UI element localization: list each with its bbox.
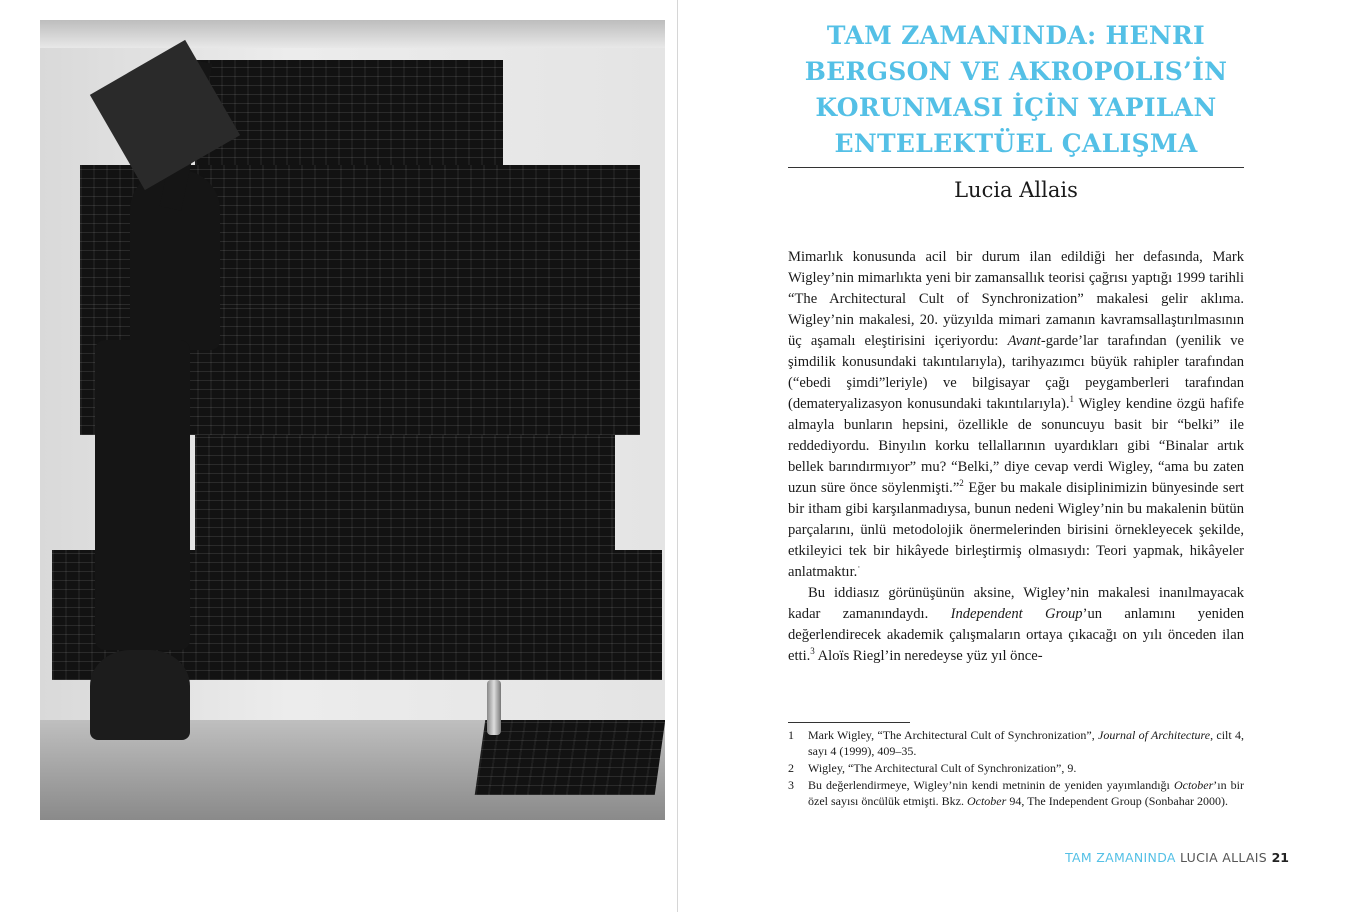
right-page <box>678 0 1353 912</box>
paragraph <box>788 583 1244 667</box>
italic-text: Avant <box>1007 333 1041 349</box>
footnote-marker: · <box>857 562 861 573</box>
text-run: , cilt 4, sayı 4 (1999), 409–35. <box>808 728 1245 758</box>
text-run: ’un anlamını yeniden değerlendirecek akademik çalışmaların ortaya çıkacağı on yılı önceden ilan etti. <box>788 606 1244 664</box>
footnote-number: 3 <box>788 778 794 792</box>
running-head-author: LUCIA ALLAIS <box>1180 850 1267 865</box>
text-run: -garde’lar tarafından (yenilik ve şimdilik konusundaki takıntılarıyla), tarihyazımcı büyük rahipler tarafından (“ebedi şimdi”leriyle) ve bilgisayar çağı peygamberleri tarafından (demateryalizasyon konusundaki takıntılarıyla). <box>788 333 1244 412</box>
bottle <box>487 680 501 735</box>
text-run: Aloïs Riegl’in neredeyse yüz yıl önce- <box>814 648 1043 664</box>
text-run: ’ın bir özel sayısı öncülük etmişti. Bkz. <box>808 778 1244 808</box>
page-number: 21 <box>1271 850 1289 865</box>
text-run: Wigley, “The Architectural Cult of Synchronization”, 9. <box>808 761 1077 775</box>
text-run: Bu değerlendirmeye, Wigley’nin kendi metninin de yeniden yayımlandığı <box>808 778 1174 792</box>
chapter-title <box>788 18 1244 162</box>
footnote-marker: 2 <box>959 478 964 489</box>
italic-text: Journal of Architecture <box>1098 728 1211 742</box>
italic-text: Independent Group <box>950 606 1083 622</box>
title-line: ENTELEKTÜEL ÇALIŞMA <box>834 129 1198 158</box>
text-run: Mark Wigley, “The Architectural Cult of Synchronization”, <box>808 728 1099 742</box>
italic-text: October <box>1173 778 1214 792</box>
running-head <box>1065 850 1267 865</box>
stool <box>90 650 190 740</box>
text-run: Mimarlık konusunda acil bir durum ilan edildiği her defasında, Mark Wigley’nin mimarlıkta yeni bir zamansallık teorisi çağrısı yaptığı 1999 tarihli “The Architectural Cult of Synchronization” makalesi gelir aklıma. Wigley’nin makalesi, 20. yüzyılda mimari zamanın kavramsallaştırılmasının üç aşamalı eleştirisini içeriyordu: <box>788 249 1244 349</box>
photo-image <box>40 20 665 820</box>
text-run: Bu iddiasız görünüşünün aksine, Wigley’nin makalesi inanılmayacak kadar zamanındaydı. <box>788 585 1244 622</box>
poster-panel <box>475 720 665 795</box>
paragraph <box>788 247 1244 583</box>
footnote-text <box>808 727 1244 759</box>
person-legs <box>95 340 190 650</box>
text-run: Eğer bu makale disiplinimizin bünyesinde sert bir itham gibi karşılanmadıysa, bunun nedeni Wigley’nin bu makalenin bütün parçalarını, ünlü metodolojik önermelerinden birisini örnekleyecek şekilde, etkileyici tek bir hikâyede birleştirmiş olmasıydı: Teori yapmak, hikâyeler anlatmaktır. <box>788 480 1244 580</box>
footnote-number: 1 <box>788 728 794 742</box>
title-line: TAM ZAMANINDA: HENRI <box>826 21 1206 50</box>
footnote-number: 2 <box>788 761 794 775</box>
footnote-text <box>808 760 1244 776</box>
author-name: Lucia Allais <box>954 178 1078 202</box>
body-text <box>788 247 1244 667</box>
photo-ceiling <box>40 20 665 48</box>
footnote-text <box>808 777 1244 809</box>
title-line: KORUNMASI İÇİN YAPILAN <box>815 93 1217 122</box>
footnote-divider <box>788 722 910 723</box>
footnote <box>788 760 1244 776</box>
footnote <box>788 777 1244 809</box>
text-run: Wigley kendine özgü hafife almayla bunların hepsini, özellikle de sonuncuyu basit bir “belki” ile reddediyordu. Binyılın korku tellallarının uyardıkları gibi “Binalar artık bellek barındırmıyor” mu? “Belki,” diye cevap verdi Wigley, “ama bu zaten uzun süre önce söylenmişti.” <box>788 396 1244 496</box>
poster-panel <box>195 435 615 555</box>
title-divider <box>788 167 1244 168</box>
footnote-marker: 1 <box>1069 394 1075 405</box>
footnote-marker: 3 <box>810 646 815 657</box>
footnotes <box>788 727 1244 810</box>
title-line: BERGSON VE AKROPOLIS’İN <box>804 57 1228 86</box>
italic-text: October <box>966 794 1007 808</box>
text-run: 94, The Independent Group (Sonbahar 2000). <box>1006 794 1229 808</box>
running-head-title: TAM ZAMANINDA <box>1065 850 1176 865</box>
footnote <box>788 727 1244 759</box>
